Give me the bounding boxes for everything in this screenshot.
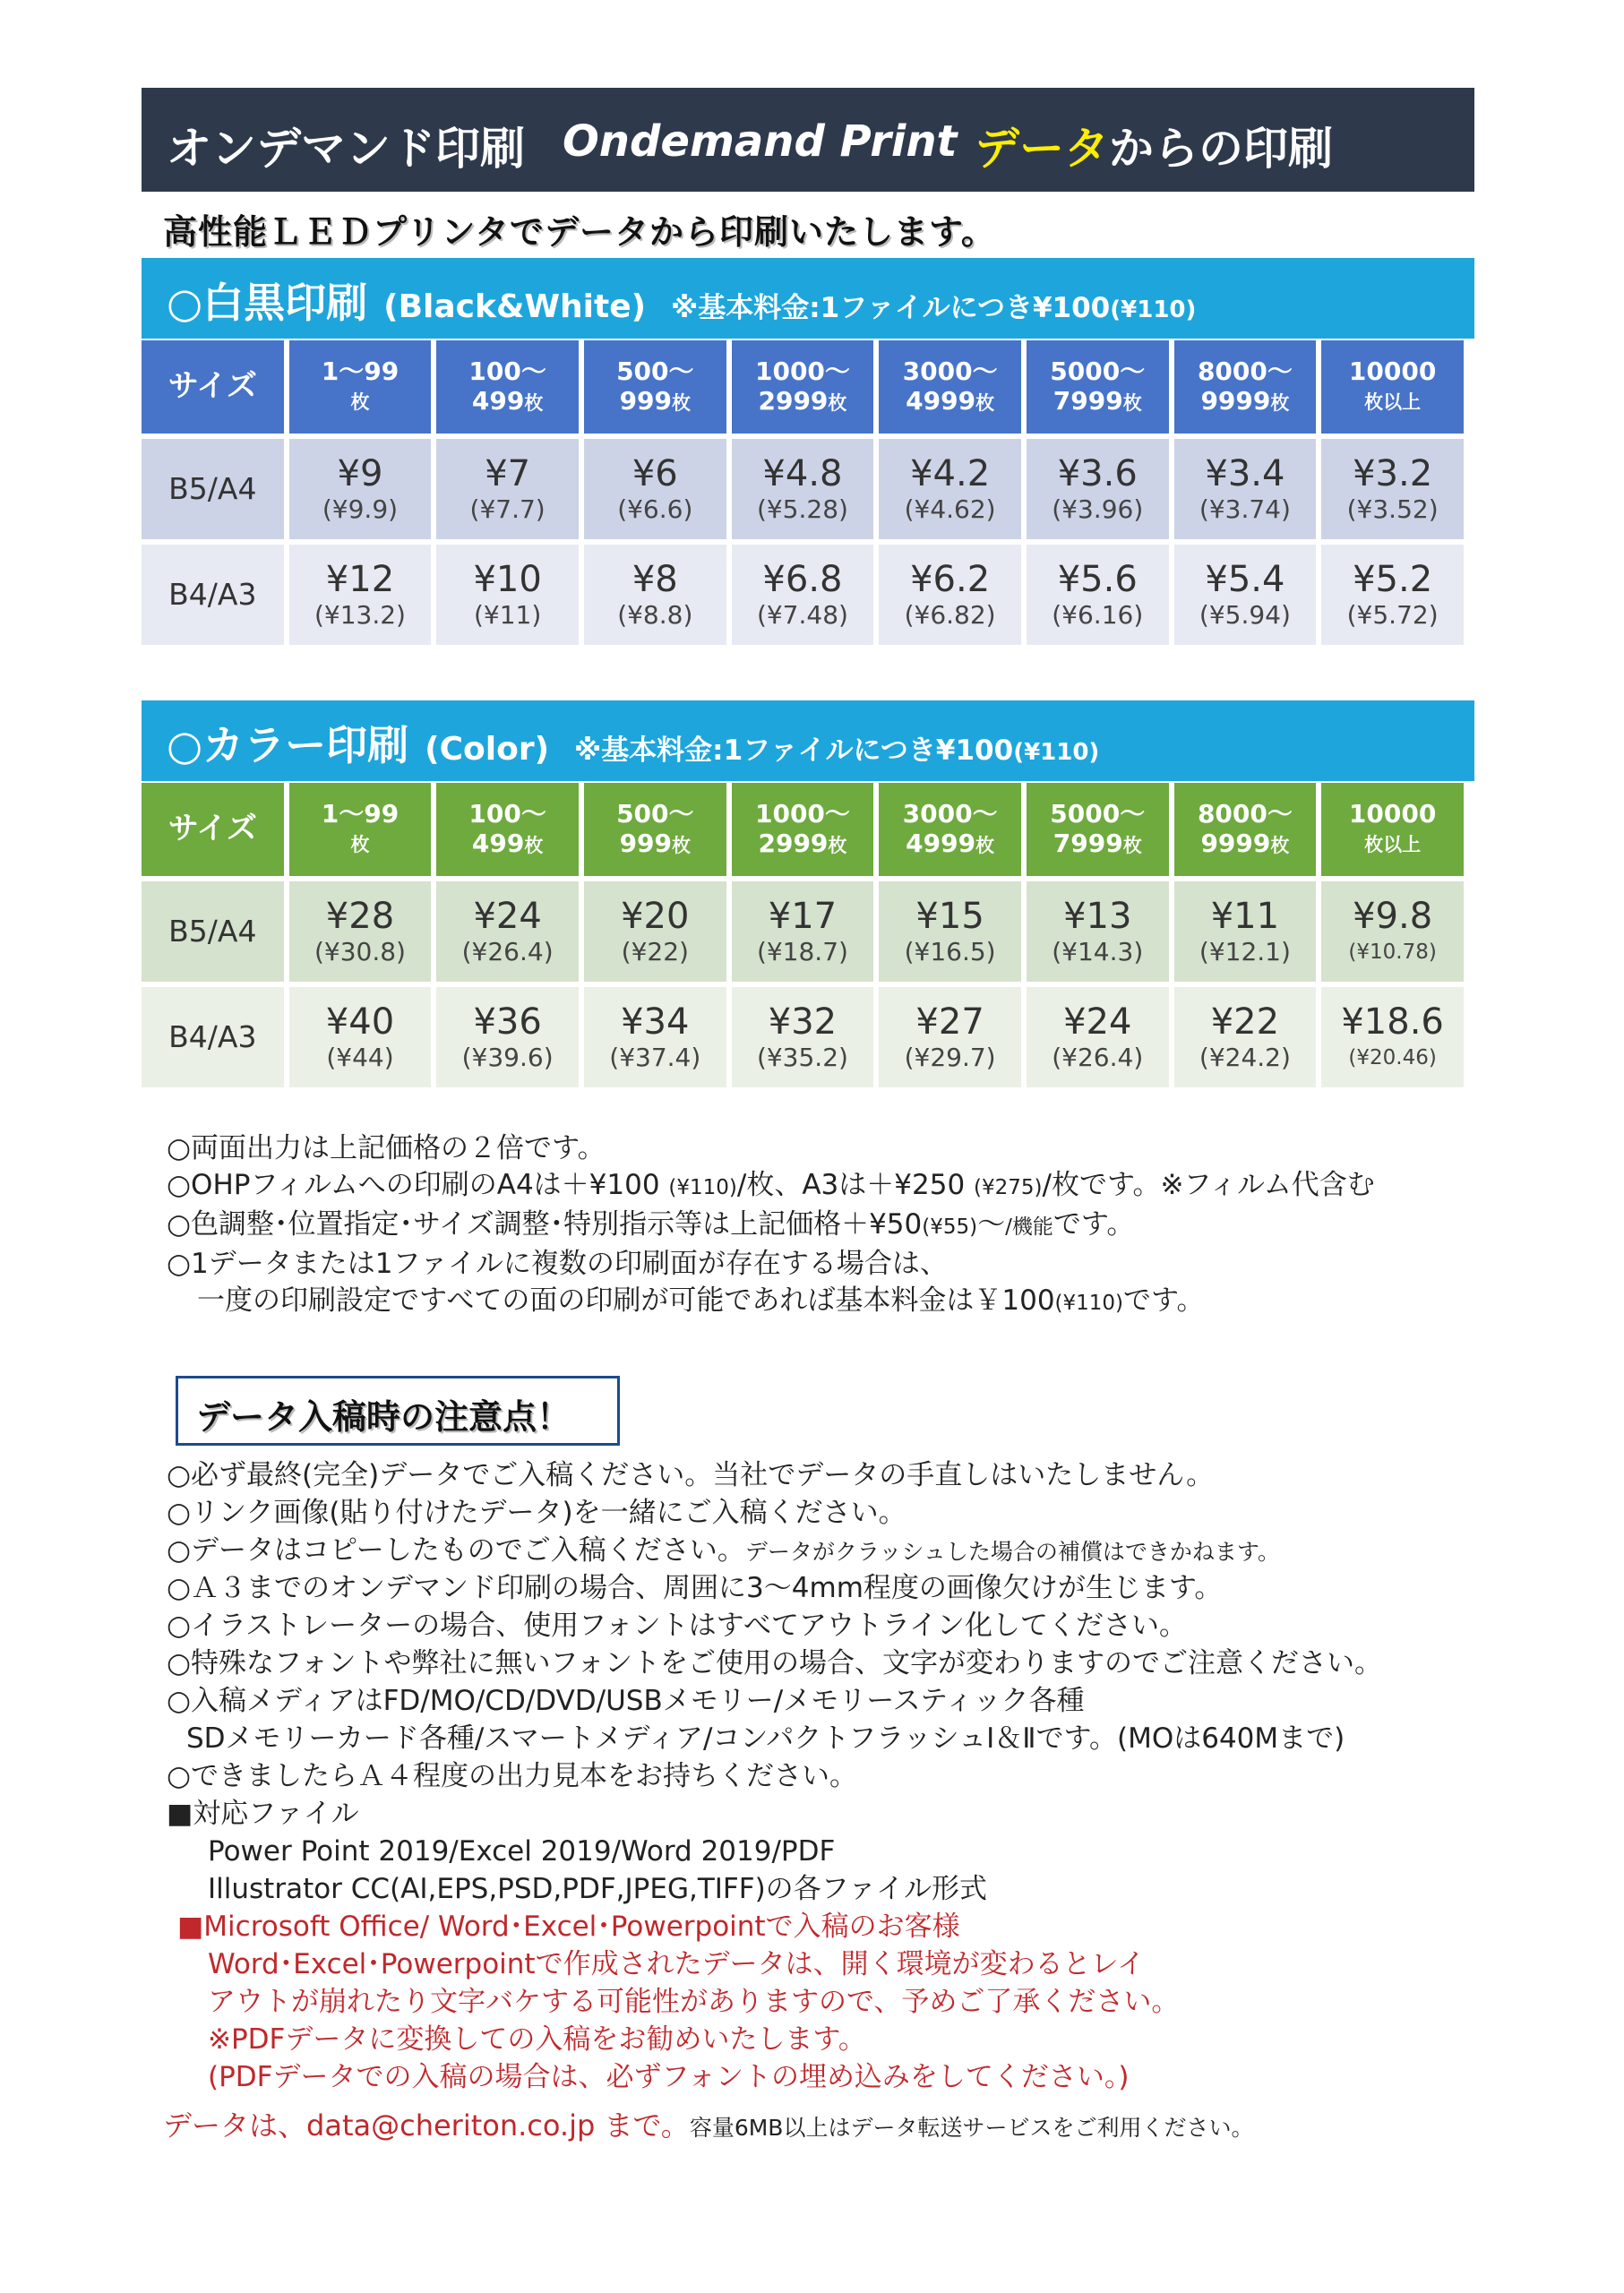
price-with-tax: (¥5.94) xyxy=(1199,600,1291,630)
column-header-size: サイズ xyxy=(142,340,284,434)
price-value: ¥9.8 xyxy=(1353,896,1433,937)
color-section-bar xyxy=(142,700,1474,781)
price-with-tax: (¥11) xyxy=(473,600,542,630)
price-with-tax: (¥3.74) xyxy=(1199,494,1291,524)
price-cell xyxy=(1321,439,1464,539)
color-price-table xyxy=(136,777,1469,1093)
column-header-quantity: 3000～ 4999枚 xyxy=(879,783,1021,876)
bw-note: ※基本料金:1ファイルにつき¥100(¥110) xyxy=(671,292,1197,324)
price-cell xyxy=(1321,545,1464,645)
footer-contact: データは、data@cheriton.co.jp まで。容量6MB以上はデータ転送サービスをご利用ください。 xyxy=(163,2108,1254,2143)
price-value: ¥10 xyxy=(473,559,542,600)
price-value: ¥4.8 xyxy=(762,453,843,494)
price-value: ¥40 xyxy=(325,1001,395,1043)
price-with-tax: (¥3.96) xyxy=(1052,494,1144,524)
price-cell xyxy=(1174,881,1317,982)
price-with-tax: (¥13.2) xyxy=(314,600,406,630)
caution-item: ○Ａ３までのオンデマンド印刷の場合、周囲に3～4mm程度の画像欠けが生じます。 xyxy=(167,1572,1223,1604)
price-value: ¥24 xyxy=(473,896,542,937)
table-row xyxy=(142,545,1464,645)
price-cell xyxy=(1174,545,1317,645)
price-cell xyxy=(1174,987,1317,1087)
caution-item: ○イラストレーターの場合、使用フォントはすべてアウトライン化してください。 xyxy=(167,1610,1188,1642)
price-cell xyxy=(584,987,726,1087)
price-value: ¥6 xyxy=(632,453,678,494)
column-header-size: サイズ xyxy=(142,783,284,876)
caution-item: ○リンク画像(貼り付けたデータ)を一緒にご入稿ください。 xyxy=(167,1497,907,1529)
price-cell xyxy=(732,545,874,645)
price-cell xyxy=(436,439,579,539)
price-with-tax: (¥16.5) xyxy=(904,937,996,966)
table-header-row xyxy=(142,340,1464,434)
price-value: ¥6.2 xyxy=(910,559,991,600)
price-with-tax: (¥26.4) xyxy=(461,937,554,966)
price-cell xyxy=(289,987,432,1087)
price-with-tax: (¥35.2) xyxy=(756,1043,848,1072)
bw-price-table xyxy=(136,335,1469,650)
price-with-tax: (¥7.7) xyxy=(469,494,546,524)
price-value: ¥3.4 xyxy=(1205,453,1285,494)
page-subtitle: 高性能ＬＥＤプリンタでデータから印刷いたします。 xyxy=(163,212,996,252)
price-cell xyxy=(1027,987,1169,1087)
caution-item: ○特殊なフォントや弊社に無いフォントをご使用の場合、文字が変わりますのでご注意ください。 xyxy=(167,1647,1382,1679)
price-with-tax: (¥30.8) xyxy=(314,937,406,966)
email-link[interactable]: data@cheriton.co.jp xyxy=(306,2108,596,2143)
price-value: ¥9 xyxy=(337,453,383,494)
price-with-tax: (¥8.8) xyxy=(617,600,693,630)
column-header-quantity: 1～99 枚 xyxy=(289,340,432,434)
bw-section-bar xyxy=(142,258,1474,339)
caution-title-box xyxy=(176,1376,620,1446)
column-header-quantity: 100～ 499枚 xyxy=(436,783,579,876)
office-warning-text: Word･Excel･Powerpointで作成されたデータは、開く環境が変わるとレイ xyxy=(208,1948,1146,1980)
price-with-tax: (¥12.1) xyxy=(1199,937,1291,966)
office-warning-text: アウトが崩れたり文字バケする可能性がありますので、予めご了承ください。 xyxy=(208,1986,1180,2018)
price-cell xyxy=(584,881,726,982)
column-header-quantity: 1000～ 2999枚 xyxy=(732,783,874,876)
price-cell xyxy=(732,987,874,1087)
caution-list xyxy=(167,1456,1382,2096)
column-header-quantity: 10000 枚以上 xyxy=(1321,783,1464,876)
color-title-en: (Color) xyxy=(425,731,550,768)
supported-files-item: Power Point 2019/Excel 2019/Word 2019/PDF xyxy=(208,1835,836,1868)
caution-title: データ入稿時の注意点！ xyxy=(196,1397,571,1437)
bw-title-en: (Black&White) xyxy=(383,288,647,325)
price-value: ¥5.6 xyxy=(1057,559,1138,600)
price-value: ¥3.2 xyxy=(1353,453,1433,494)
size-cell: B4/A3 xyxy=(142,987,284,1087)
price-value: ¥3.6 xyxy=(1057,453,1138,494)
size-cell: B5/A4 xyxy=(142,881,284,982)
column-header-quantity: 500～ 999枚 xyxy=(584,340,726,434)
column-header-quantity: 1～99 枚 xyxy=(289,783,432,876)
column-header-quantity: 10000 枚以上 xyxy=(1321,340,1464,434)
price-value: ¥17 xyxy=(768,896,838,937)
table-row xyxy=(142,987,1464,1087)
caution-item: ○データはコピーしたものでご入稿ください。データがクラッシュした場合の補償はできかねます。 xyxy=(167,1534,1280,1567)
supported-files-item: Illustrator CC(AI,EPS,PSD,PDF,JPEG,TIFF)の各ファイル形式 xyxy=(208,1873,988,1905)
price-value: ¥8 xyxy=(632,559,678,600)
column-header-quantity: 100～ 499枚 xyxy=(436,340,579,434)
price-value: ¥28 xyxy=(325,896,395,937)
price-with-tax: (¥20.46) xyxy=(1348,1046,1437,1069)
supported-files-heading: ■対応ファイル xyxy=(167,1798,359,1830)
price-cell xyxy=(436,987,579,1087)
price-cell xyxy=(436,545,579,645)
price-note: ○OHPフィルムへの印刷のA4は＋¥100 (¥110)/枚、A3は＋¥250 (¥275)/枚です。※フィルム代含む xyxy=(167,1169,1375,1201)
price-with-tax: (¥6.82) xyxy=(904,600,996,630)
header-title-yellow: データ xyxy=(975,123,1109,175)
table-row xyxy=(142,439,1464,539)
price-with-tax: (¥37.4) xyxy=(609,1043,701,1072)
office-warning-text: (PDFデータでの入稿の場合は、必ずフォントの埋め込みをしてください。) xyxy=(208,2061,1130,2093)
price-cell xyxy=(289,439,432,539)
price-note: ○両面出力は上記価格の２倍です。 xyxy=(167,1132,606,1164)
price-value: ¥4.2 xyxy=(910,453,991,494)
price-with-tax: (¥5.72) xyxy=(1346,600,1439,630)
column-header-quantity: 5000～ 7999枚 xyxy=(1027,783,1169,876)
size-cell: B4/A3 xyxy=(142,545,284,645)
price-note: ○1データまたは1ファイルに複数の印刷面が存在する場合は、 xyxy=(167,1248,948,1280)
price-with-tax: (¥9.9) xyxy=(322,494,399,524)
column-header-quantity: 5000～ 7999枚 xyxy=(1027,340,1169,434)
column-header-quantity: 3000～ 4999枚 xyxy=(879,340,1021,434)
price-with-tax: (¥14.3) xyxy=(1052,937,1144,966)
price-value: ¥5.2 xyxy=(1353,559,1433,600)
table-header-row xyxy=(142,783,1464,876)
header-title-right xyxy=(975,113,1333,177)
price-cell xyxy=(584,545,726,645)
price-cell xyxy=(1027,545,1169,645)
price-note: ○色調整･位置指定･サイズ調整･特別指示等は上記価格＋¥50(¥55)～/機能です。 xyxy=(167,1208,1135,1241)
price-note: 一度の印刷設定ですべての面の印刷が可能であれば基本料金は￥100(¥110)です。 xyxy=(197,1284,1205,1317)
price-with-tax: (¥22) xyxy=(621,937,689,966)
price-with-tax: (¥3.52) xyxy=(1346,494,1439,524)
office-warning-heading: ■Microsoft Office/ Word･Excel･Powerpointで入稿のお客様 xyxy=(177,1911,960,1943)
price-value: ¥15 xyxy=(915,896,984,937)
color-note: ※基本料金:1ファイルにつき¥100(¥110) xyxy=(574,734,1100,767)
price-notes xyxy=(167,1130,1375,1322)
price-cell xyxy=(732,439,874,539)
price-cell xyxy=(436,881,579,982)
price-with-tax: (¥18.7) xyxy=(756,937,848,966)
price-with-tax: (¥10.78) xyxy=(1348,940,1437,964)
page-header xyxy=(142,88,1474,192)
price-with-tax: (¥5.28) xyxy=(756,494,848,524)
price-cell xyxy=(1174,439,1317,539)
price-cell xyxy=(289,545,432,645)
column-header-quantity: 1000～ 2999枚 xyxy=(732,340,874,434)
price-with-tax: (¥7.48) xyxy=(756,600,848,630)
price-with-tax: (¥44) xyxy=(326,1043,394,1072)
price-cell xyxy=(879,881,1021,982)
size-cell: B5/A4 xyxy=(142,439,284,539)
caution-item: SDメモリーカード各種/スマートメディア/コンパクトフラッシュⅠ＆Ⅱです。(MOは640Mまで) xyxy=(186,1722,1345,1755)
price-value: ¥18.6 xyxy=(1341,1001,1444,1043)
caution-item: ○必ず最終(完全)データでご入稿ください。当社でデータの手直しはいたしません。 xyxy=(167,1459,1215,1491)
price-with-tax: (¥6.16) xyxy=(1052,600,1144,630)
price-cell xyxy=(1027,881,1169,982)
office-warning-text: ※PDFデータに変換しての入稿をお勧めいたします。 xyxy=(208,2023,866,2056)
price-with-tax: (¥26.4) xyxy=(1052,1043,1144,1072)
price-cell xyxy=(1321,987,1464,1087)
price-cell xyxy=(879,545,1021,645)
price-value: ¥12 xyxy=(325,559,395,600)
price-value: ¥27 xyxy=(915,1001,984,1043)
price-value: ¥6.8 xyxy=(762,559,843,600)
price-cell xyxy=(1321,881,1464,982)
price-value: ¥24 xyxy=(1063,1001,1132,1043)
price-with-tax: (¥4.62) xyxy=(904,494,996,524)
price-value: ¥34 xyxy=(621,1001,690,1043)
caution-item: ○できましたらＡ４程度の出力見本をお持ちください。 xyxy=(167,1760,858,1792)
price-value: ¥7 xyxy=(485,453,531,494)
price-value: ¥13 xyxy=(1063,896,1132,937)
header-title-jp: オンデマンド印刷 xyxy=(167,123,525,175)
price-with-tax: (¥39.6) xyxy=(461,1043,554,1072)
table-row xyxy=(142,881,1464,982)
column-header-quantity: 8000～ 9999枚 xyxy=(1174,783,1317,876)
price-cell xyxy=(1027,439,1169,539)
price-cell xyxy=(584,439,726,539)
price-with-tax: (¥29.7) xyxy=(904,1043,996,1072)
price-value: ¥32 xyxy=(768,1001,838,1043)
caution-item: ○入稿メディアはFD/MO/CD/DVD/USBメモリー/メモリースティック各種 xyxy=(167,1685,1085,1717)
price-value: ¥20 xyxy=(621,896,690,937)
column-header-quantity: 500～ 999枚 xyxy=(584,783,726,876)
price-with-tax: (¥6.6) xyxy=(617,494,693,524)
price-value: ¥5.4 xyxy=(1205,559,1285,600)
column-header-quantity: 8000～ 9999枚 xyxy=(1174,340,1317,434)
header-title-en: Ondemand Print xyxy=(563,116,958,167)
color-title: ○カラー印刷 xyxy=(167,721,409,769)
header-title-tail: からの印刷 xyxy=(1109,123,1333,175)
price-cell xyxy=(879,987,1021,1087)
bw-title: ○白黒印刷 xyxy=(167,279,368,327)
price-cell xyxy=(879,439,1021,539)
price-cell xyxy=(732,881,874,982)
price-cell xyxy=(289,881,432,982)
price-value: ¥22 xyxy=(1210,1001,1280,1043)
price-value: ¥36 xyxy=(473,1001,542,1043)
price-with-tax: (¥24.2) xyxy=(1199,1043,1291,1072)
price-value: ¥11 xyxy=(1210,896,1280,937)
